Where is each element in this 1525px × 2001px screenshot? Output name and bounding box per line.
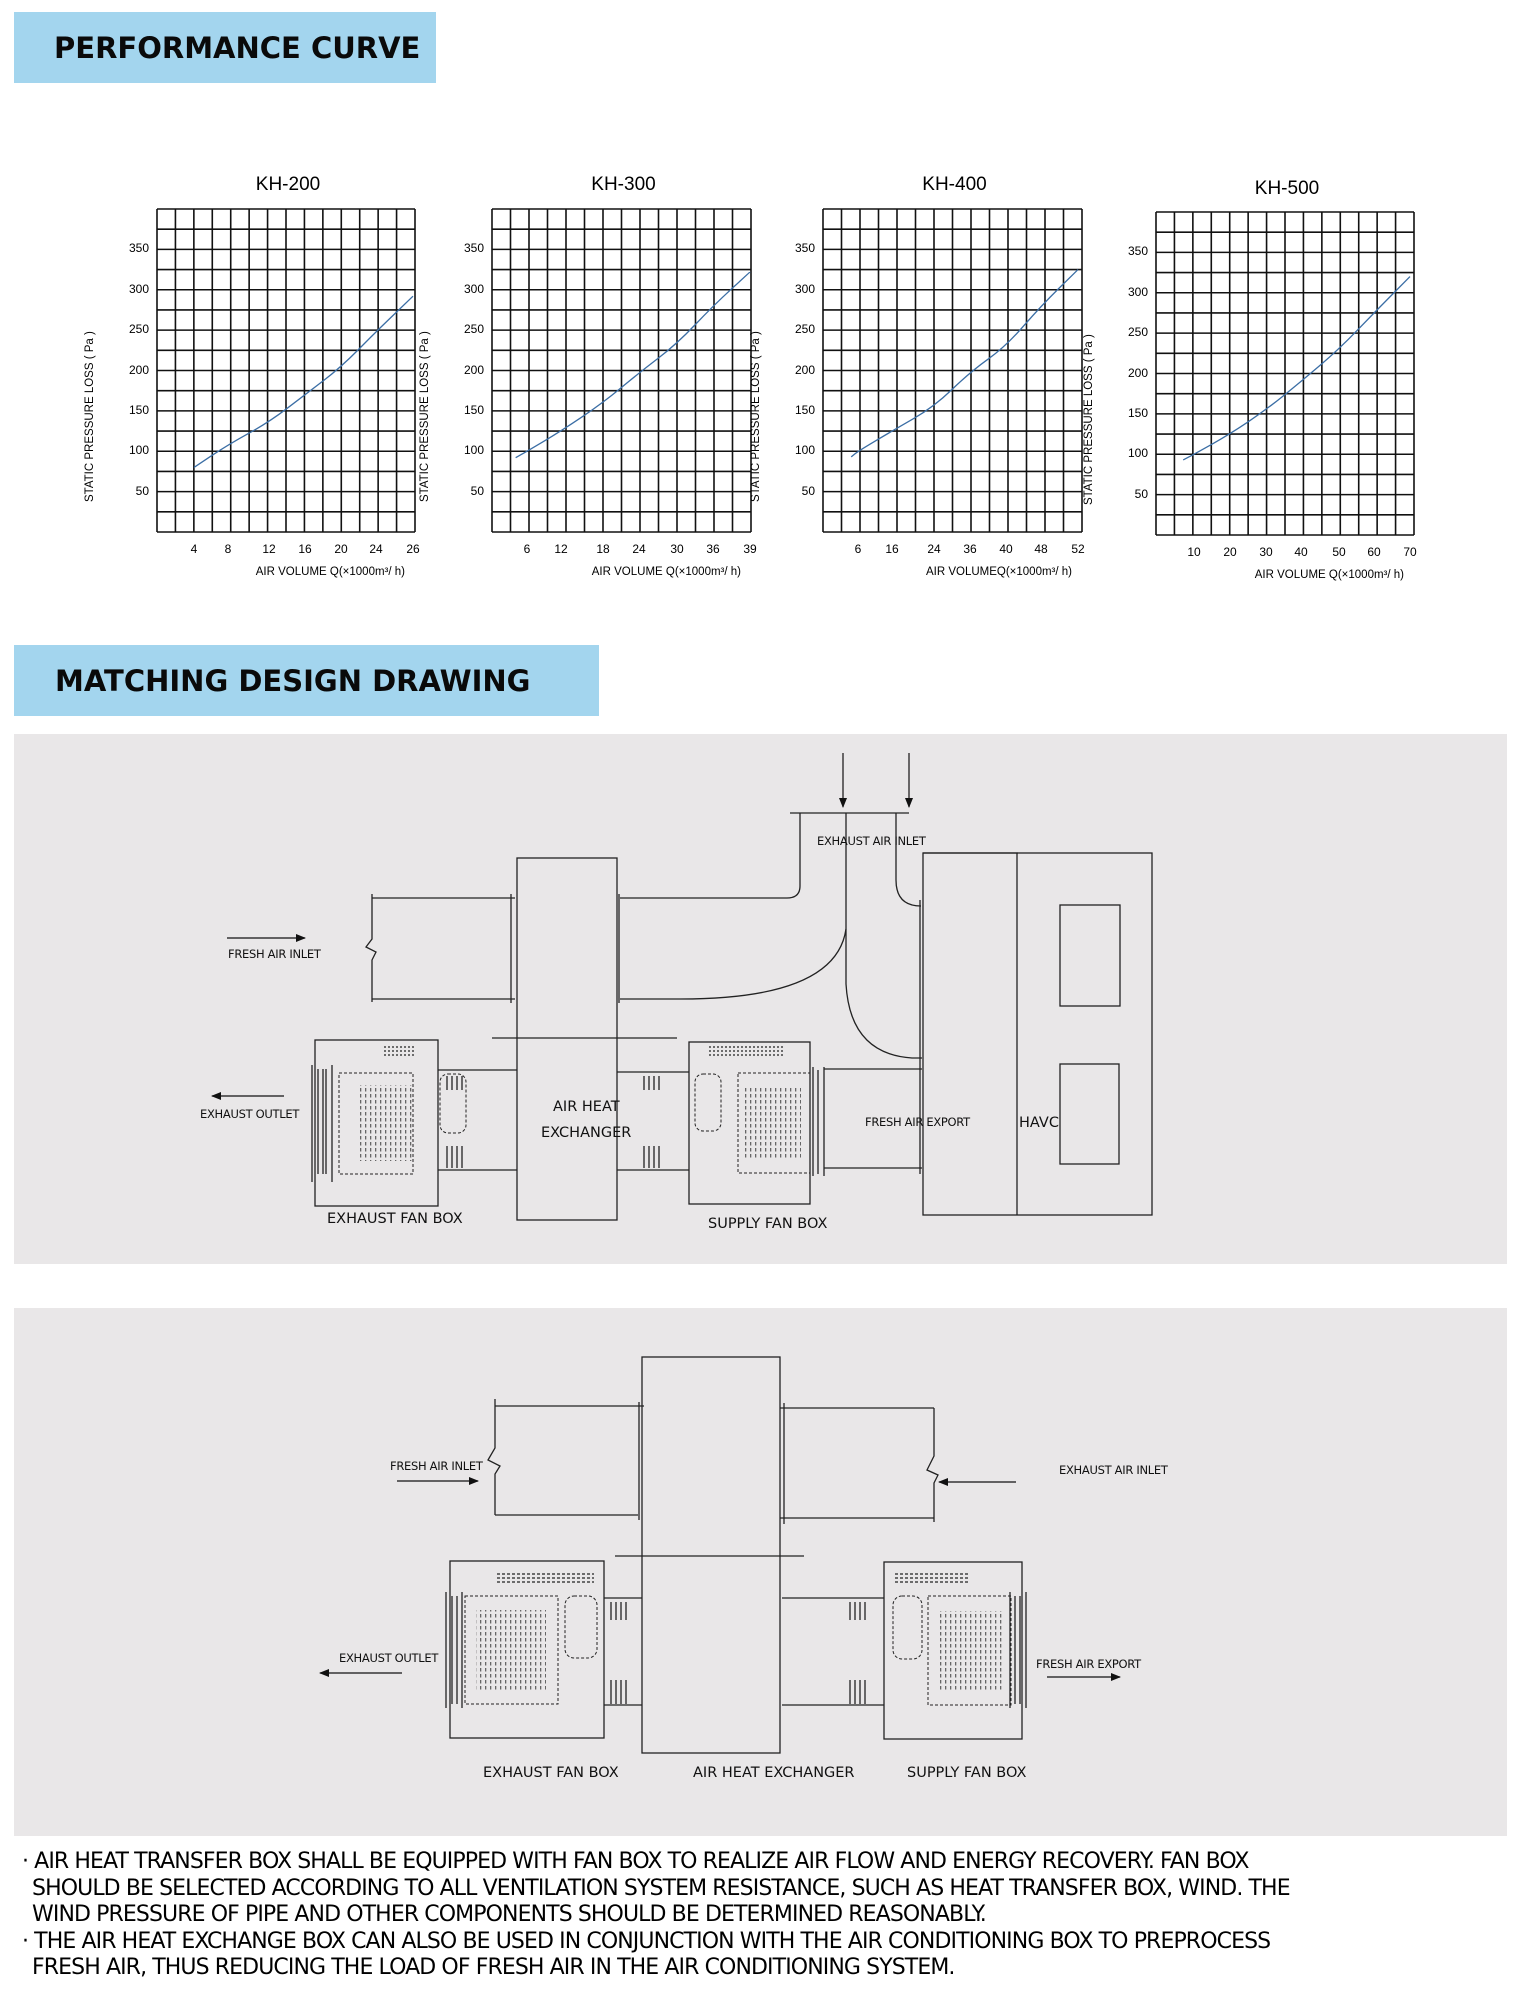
x-tick-label: 40 — [999, 542, 1013, 556]
supply-fan-box — [782, 1562, 1026, 1739]
x-tick-label: 30 — [670, 542, 684, 556]
note-2-line-2: FRESH AIR, THUS REDUCING THE LOAD OF FRESH AIR IN THE AIR CONDITIONING SYSTEM. — [32, 1955, 955, 1980]
note-1-line-3: WIND PRESSURE OF PIPE AND OTHER COMPONENTS SHOULD BE DETERMINED REASONABLY. — [32, 1902, 986, 1927]
x-tick-label: 16 — [885, 542, 899, 556]
exhaust-fan-box — [312, 1040, 517, 1206]
supply-fan-box — [617, 1042, 824, 1204]
x-tick-label: 16 — [298, 542, 312, 556]
x-axis-label: AIR VOLUMEQ(×1000m³/ h) — [925, 566, 1072, 578]
note-1-line-2: SHOULD BE SELECTED ACCORDING TO ALL VENTILATION SYSTEM RESISTANCE, SUCH AS HEAT TRANSFER BOX, WIND. THE — [32, 1875, 1290, 1901]
section-title: PERFORMANCE CURVE — [54, 30, 421, 65]
chart-title: KH-500 — [1254, 178, 1320, 199]
label-havc: HAVC — [1019, 1115, 1059, 1131]
air-heat-exchanger — [642, 1357, 780, 1753]
y-tick-label: 300 — [128, 281, 149, 296]
x-tick-label: 48 — [1034, 542, 1048, 556]
x-tick-label: 70 — [1403, 545, 1417, 559]
label-fresh-air-export: FRESH AIR EXPORT — [1036, 1657, 1141, 1671]
label-air-heat-exchanger: AIR HEAT EXCHANGER — [693, 1765, 855, 1781]
x-tick-label: 40 — [1294, 545, 1308, 559]
label-fresh-air-export: FRESH AIR EXPORT — [865, 1115, 970, 1129]
diagram-panel-with-havc — [14, 734, 1507, 1264]
y-tick-label: 50 — [801, 483, 815, 498]
label-exhaust-air-inlet: EXHAUST AIR INLET — [817, 834, 926, 848]
label-exhaust-outlet: EXHAUST OUTLET — [339, 1651, 439, 1665]
x-tick-label: 50 — [1332, 545, 1346, 559]
y-tick-label: 100 — [1127, 446, 1148, 461]
section-header-performance-curve — [14, 12, 436, 83]
y-tick-label: 100 — [463, 443, 484, 458]
y-tick-label: 50 — [470, 483, 484, 498]
label-supply-fan-box: SUPPLY FAN BOX — [907, 1765, 1027, 1781]
y-axis-label: STATIC PRESSURE LOSS ( Pa ) — [419, 331, 431, 502]
x-tick-label: 6 — [523, 542, 531, 556]
performance-curve-line — [851, 270, 1078, 457]
y-tick-label: 200 — [794, 362, 815, 377]
label-supply-fan-box: SUPPLY FAN BOX — [708, 1216, 828, 1232]
y-tick-label: 50 — [1134, 486, 1148, 501]
notes-text — [22, 1849, 1512, 1982]
chart-kh-500 — [1076, 152, 1474, 615]
air-heat-exchanger — [517, 858, 617, 1220]
x-tick-label: 24 — [632, 542, 646, 556]
x-tick-label: 10 — [1187, 545, 1201, 559]
x-tick-label: 26 — [406, 542, 420, 556]
x-tick-label: 6 — [854, 542, 862, 556]
ventilation-diagram-2 — [14, 1308, 1507, 1836]
y-tick-label: 350 — [1127, 244, 1148, 259]
y-tick-label: 300 — [1127, 284, 1148, 299]
x-tick-label: 20 — [1223, 545, 1237, 559]
label-exhaust-air-inlet: EXHAUST AIR INLET — [1059, 1463, 1168, 1477]
y-tick-label: 250 — [794, 322, 815, 337]
y-tick-label: 150 — [1127, 405, 1148, 420]
y-tick-label: 150 — [794, 402, 815, 417]
x-tick-label: 30 — [1259, 545, 1273, 559]
y-tick-label: 100 — [128, 443, 149, 458]
y-tick-label: 100 — [794, 443, 815, 458]
section-header-matching-design-drawing — [14, 645, 599, 716]
section-title: MATCHING DESIGN DRAWING — [55, 663, 531, 698]
diagram-panel-standalone — [14, 1308, 1507, 1836]
x-tick-label: 39 — [743, 542, 757, 556]
x-tick-label: 4 — [190, 542, 198, 556]
label-air-heat-exchanger-line2: EXCHANGER — [541, 1125, 632, 1141]
x-axis-label: AIR VOLUME Q(×1000m³/ h) — [591, 566, 741, 578]
x-tick-label: 36 — [963, 542, 977, 556]
y-tick-label: 250 — [128, 322, 149, 337]
label-air-heat-exchanger-line1: AIR HEAT — [553, 1099, 620, 1115]
x-tick-label: 36 — [706, 542, 720, 556]
y-tick-label: 350 — [463, 241, 484, 256]
x-tick-label: 20 — [334, 542, 348, 556]
y-tick-label: 200 — [1127, 365, 1148, 380]
x-tick-label: 24 — [927, 542, 941, 556]
y-tick-label: 350 — [794, 241, 815, 256]
y-tick-label: 250 — [1127, 325, 1148, 340]
label-fresh-air-inlet: FRESH AIR INLET — [228, 947, 321, 961]
y-tick-label: 200 — [128, 362, 149, 377]
y-tick-label: 150 — [128, 402, 149, 417]
performance-curve-line — [1183, 277, 1410, 460]
x-tick-label: 12 — [262, 542, 276, 556]
chart-title: KH-300 — [591, 174, 656, 195]
note-2-line-1: · THE AIR HEAT EXCHANGE BOX CAN ALSO BE USED IN CONJUNCTION WITH THE AIR CONDITIONING BOX TO PREPROCESS — [22, 1928, 1271, 1954]
x-tick-label: 18 — [596, 542, 610, 556]
y-tick-label: 200 — [463, 362, 484, 377]
label-exhaust-fan-box: EXHAUST FAN BOX — [483, 1765, 619, 1781]
x-tick-label: 12 — [554, 542, 568, 556]
x-tick-label: 60 — [1367, 545, 1381, 559]
fresh-air-inlet-duct — [366, 894, 515, 1003]
havc-unit — [923, 853, 1152, 1215]
x-tick-label: 52 — [1071, 542, 1085, 556]
exhaust-fan-box — [446, 1561, 642, 1738]
y-tick-label: 300 — [463, 281, 484, 296]
x-tick-label: 8 — [224, 542, 232, 556]
performance-curve-line — [194, 296, 413, 467]
y-tick-label: 300 — [794, 281, 815, 296]
x-axis-label: AIR VOLUME Q(×1000m³/ h) — [255, 566, 405, 578]
y-axis-label: STATIC PRESSURE LOSS ( Pa ) — [750, 331, 762, 502]
x-tick-label: 24 — [369, 542, 383, 556]
y-axis-label: STATIC PRESSURE LOSS ( Pa ) — [84, 331, 96, 502]
chart-title: KH-400 — [922, 174, 987, 195]
chart-title: KH-200 — [255, 174, 321, 195]
note-1-line-1: · AIR HEAT TRANSFER BOX SHALL BE EQUIPPED WITH FAN BOX TO REALIZE AIR FLOW AND ENERGY RECOVERY. FAN BOX — [22, 1849, 1249, 1874]
label-exhaust-outlet: EXHAUST OUTLET — [200, 1107, 300, 1121]
x-axis-label: AIR VOLUME Q(×1000m³/ h) — [1254, 569, 1404, 581]
y-tick-label: 50 — [135, 483, 149, 498]
label-exhaust-fan-box: EXHAUST FAN BOX — [327, 1211, 463, 1227]
performance-curve-line — [516, 272, 750, 458]
label-fresh-air-inlet: FRESH AIR INLET — [390, 1459, 483, 1473]
y-tick-label: 150 — [463, 402, 484, 417]
y-tick-label: 250 — [463, 322, 484, 337]
y-axis-label: STATIC PRESSURE LOSS ( Pa ) — [1083, 334, 1095, 505]
y-tick-label: 350 — [128, 241, 149, 256]
ventilation-diagram-1 — [14, 734, 1507, 1264]
